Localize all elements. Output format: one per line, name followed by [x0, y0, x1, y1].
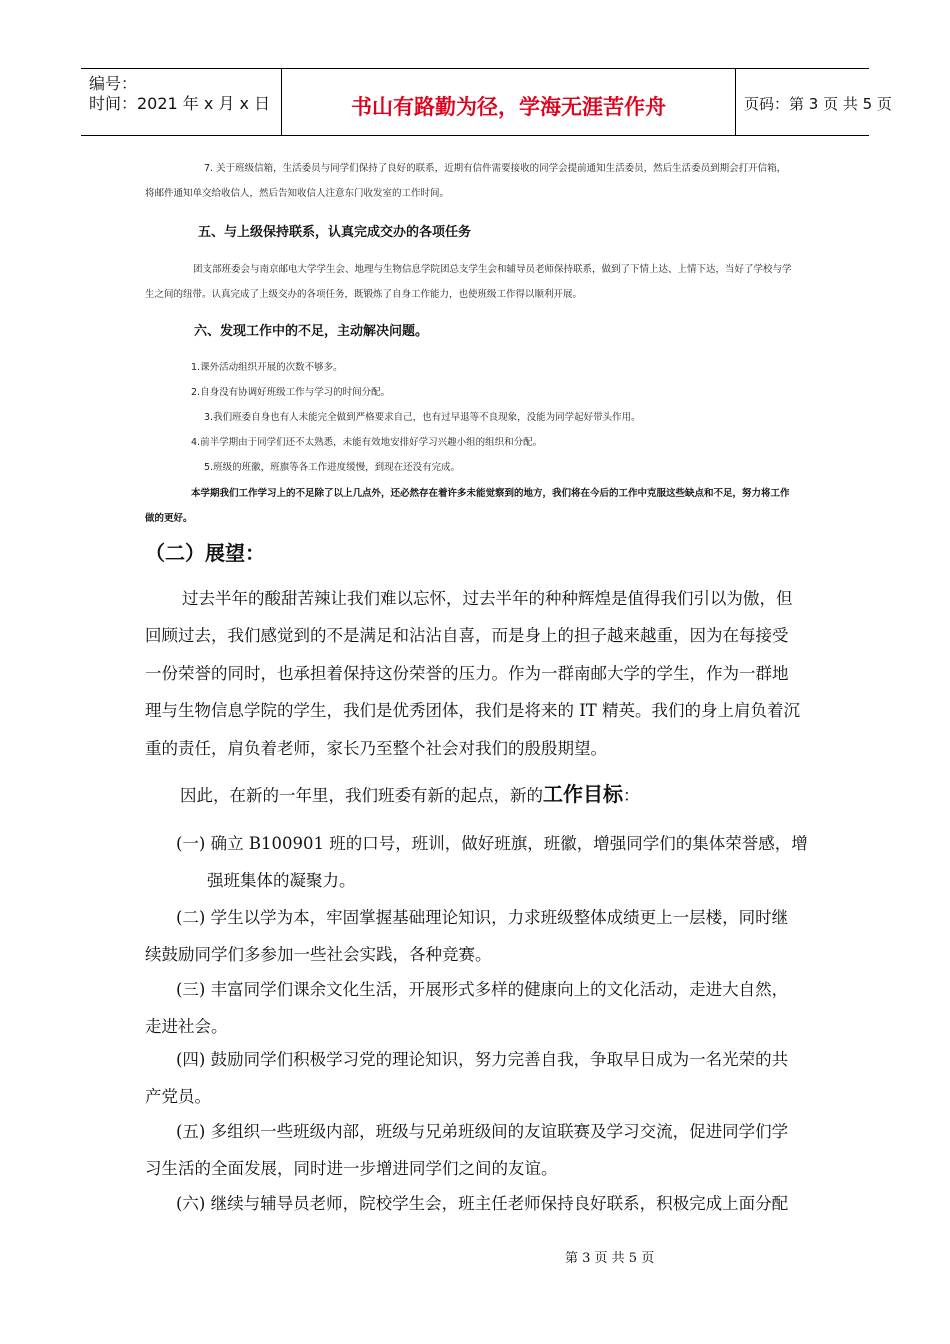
- goal-4-line2: 产党员。: [145, 1087, 211, 1106]
- goal-intro-text: 因此，在新的一年里，我们班委有新的起点，新的: [180, 786, 543, 805]
- section5-title: 五、与上级保持联系，认真完成交办的各项任务: [198, 225, 472, 240]
- section6-summary-line1: 本学期我们工作学习上的不足除了以上几点外，还必然存在着许多未能觉察到的地方，我们将在今后的工作中克服这些缺点和不足，努力将工作: [191, 488, 790, 499]
- outlook-heading: （二）展望：: [145, 541, 265, 565]
- goal-5-line1: (五) 多组织一些班级内部，班级与兄弟班级间的友谊联赛及学习交流，促进同学们学: [176, 1122, 789, 1141]
- section6-summary-line2: 做的更好。: [145, 513, 193, 524]
- item7-line2: 将邮件通知单交给收信人，然后告知收信人注意东门收发室的工作时间。: [145, 188, 450, 199]
- goal-2-line2: 续鼓励同学们多参加一些社会实践，各种竞赛。: [145, 945, 492, 964]
- section5-line1: 团支部班委会与南京邮电大学学生会、地理与生物信息学院团总支学生会和辅导员老师保持联系，做到了下情上达、上情下达，当好了学校与学: [193, 264, 792, 275]
- goal-2-line1: (二) 学生以学为本，牢固掌握基础理论知识，力求班级整体成绩更上一层楼，同时继: [176, 908, 789, 927]
- header-page-number: 页码：第 3 页 共 5 页: [744, 95, 892, 113]
- goal-word: 工作目标: [543, 782, 623, 806]
- section6-item-4: 4.前半学期由于同学们还不太熟悉，未能有效地安排好学习兴趣小组的组织和分配。: [191, 437, 543, 448]
- footer-page-number: 第 3 页 共 5 页: [565, 1251, 655, 1266]
- section6-item-3: 3.我们班委自身也有人未能完全做到严格要求自己，也有过早退等不良现象，没能为同学起好带头作用。: [204, 412, 641, 423]
- goal-3-line1: (三) 丰富同学们课余文化生活，开展形式多样的健康向上的文化活动，走进大自然，: [176, 980, 789, 999]
- goal-5-line2: 习生活的全面发展，同时进一步增进同学们之间的友谊。: [145, 1159, 558, 1178]
- header-motto: 书山有路勤为径，学海无涯苦作舟: [351, 95, 666, 119]
- goal-3-line2: 走进社会。: [145, 1017, 228, 1036]
- section5-line2: 生之间的纽带。认真完成了上级交办的各项任务，既锻炼了自身工作能力，也使班级工作得以顺利开展。: [145, 289, 583, 300]
- header-motto-cell: [281, 69, 736, 135]
- section6-item-1: 1.课外活动组织开展的次数不够多。: [191, 362, 343, 373]
- outlook-para-line: 重的责任，肩负着老师，家长乃至整个社会对我们的殷殷期望。: [145, 739, 607, 758]
- document-date-label: 时间：2021 年 x 月 x 日: [89, 94, 271, 113]
- section6-item-2: 2.自身没有协调好班级工作与学习的时间分配。: [191, 387, 391, 398]
- outlook-para-line: 理与生物信息学院的学生，我们是优秀团体，我们是将来的 IT 精英。我们的身上肩负着沉: [145, 701, 801, 720]
- goal-intro: [180, 778, 640, 807]
- goal-colon: ：: [623, 786, 640, 805]
- goal-4-line1: (四) 鼓励同学们积极学习党的理论知识，努力完善自我，争取早日成为一名光荣的共: [176, 1050, 789, 1069]
- outlook-para-line: 一份荣誉的同时，也承担着保持这份荣誉的压力。作为一群南邮大学的学生，作为一群地: [145, 664, 789, 683]
- goal-6-line1: (六) 继续与辅导员老师，院校学生会，班主任老师保持良好联系，积极完成上面分配: [176, 1194, 789, 1213]
- goal-1-line2: 强班集体的凝聚力。: [207, 871, 356, 890]
- page-header: [81, 68, 892, 136]
- header-meta-cell: [81, 69, 281, 135]
- outlook-para-line: 回顾过去，我们感觉到的不是满足和沾沾自喜，而是身上的担子越来越重，因为在每接受: [145, 626, 789, 645]
- goal-1-line1: (一) 确立 B100901 班的口号，班训，做好班旗，班徽，增强同学们的集体荣誉感，增: [176, 834, 808, 853]
- section6-title: 六、发现工作中的不足，主动解决问题。: [194, 324, 429, 339]
- section6-item-5: 5.班级的班徽，班旗等各工作进度缓慢，到现在还没有完成。: [204, 462, 461, 473]
- outlook-para-line: 过去半年的酸甜苦辣让我们难以忘怀，过去半年的种种辉煌是值得我们引以为傲，但: [182, 589, 793, 608]
- document-number-label: 编号：: [89, 74, 138, 93]
- header-page-cell: [736, 69, 892, 135]
- item7-line1: 7. 关于班级信箱，生活委员与同学们保持了良好的联系，近期有信件需要接收的同学会提前通知生活委员，然后生活委员到期会打开信箱，: [204, 163, 787, 174]
